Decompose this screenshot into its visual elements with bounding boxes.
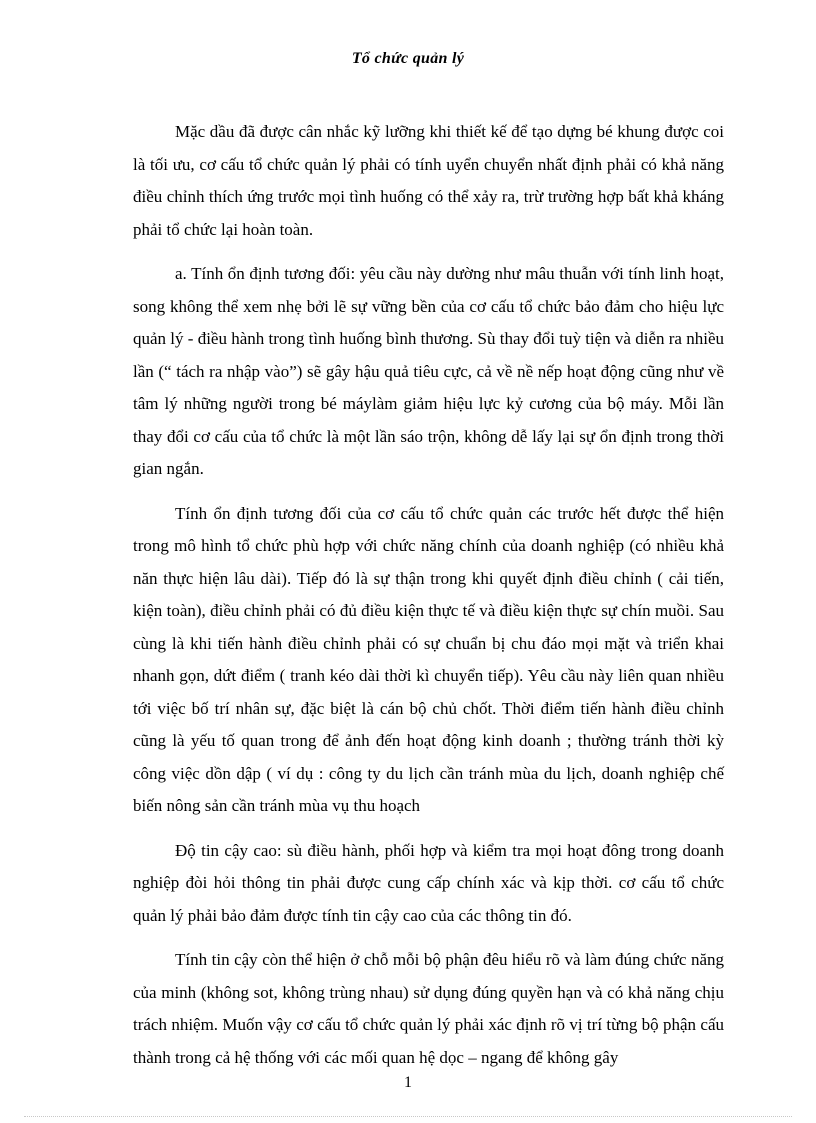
paragraph-reliability: Độ tin cậy cao: sù điều hành, phối hợp và kiểm tra mọi hoạt đông trong doanh nghiệp đòi hỏi thông tin phải được cung cấp chính xác và kịp thời. cơ cấu tổ chức quản lý phải bảo đảm được tính tin cậy cao của các thông tin đó.: [133, 840, 724, 925]
paragraph-relative-stability: a. Tính ổn định tương đối: yêu cầu này dường như mâu thuẫn với tính linh hoạt, song không thể xem nhẹ bởi lẽ sự vững bền của cơ cấu tổ chức bảo đảm cho hiệu lực quản lý - điều hành trong tình huống bình thương. Sù thay đổi tuỳ tiện và diễn ra nhiều lần (“ tách ra nhập vào”) sẽ gây hậu quả tiêu cực, cả về nề nếp hoạt động cũng như về tâm lý những người trong bé máylàm giảm hiệu lực kỷ cương của bộ máy. Mỗi lần thay đổi cơ cấu của tổ chức là một lần sáo trộn, không dễ lấy lại sự ổn định trong thời gian ngắn.: [133, 264, 724, 478]
paragraph-flexibility: Mặc dầu đã được cân nhắc kỹ lưỡng khi thiết kế để tạo dựng bé khung được coi là tối ưu, cơ cấu tổ chức quản lý phải có tính uyển chuyển nhất định phải có khả năng điều chỉnh thích ứng trước mọi tình huống có thể xảy ra, trừ trường hợp bất khả kháng phải tổ chức lại hoàn toàn.: [133, 122, 724, 239]
page-number: 1: [404, 1074, 412, 1091]
document-body: [133, 116, 724, 1086]
page-title: Tổ chức quản lý: [351, 50, 465, 67]
page-bottom-divider: [24, 1116, 792, 1117]
paragraph-stability-details: Tính ổn định tương đối của cơ cấu tổ chức quản các trước hết được thể hiện trong mô hình tổ chức phù hợp với chức năng chính của doanh nghiệp (có nhiều khả năn thực hiện lâu dài). Tiếp đó là sự thận trong khi quyết định điều chỉnh ( cải tiến, kiện toàn), điều chỉnh phải có đủ điều kiện thực tế và điều kiện thực sự chín muồi. Sau cùng là khi tiến hành điều chỉnh phải có sự chuẩn bị chu đáo mọi mặt và triển khai nhanh gọn, dứt điểm ( tranh kéo dài thời kì chuyển tiếp). Yêu cầu này liên quan nhiều tới việc bố trí nhân sự, đặc biệt là cán bộ chủ chốt. Thời điểm tiến hành điều chỉnh cũng là yếu tố quan trong để ảnh đến hoạt động kinh doanh ; thường tránh thời kỳ công việc dồn dập ( ví dụ : công ty du lịch cần tránh mùa du lịch, doanh nghiệp chế biến nông sản cần tránh mùa vụ thu hoạch: [133, 503, 724, 815]
paragraph-reliability-details: Tính tin cậy còn thể hiện ở chỗ mỗi bộ phận đêu hiểu rõ và làm đúng chức năng của minh (không sot, không trùng nhau) sử dụng đúng quyền hạn và có khả năng chịu trách nhiệm. Muốn vậy cơ cấu tổ chức quản lý phải xác định rõ vị trí từng bộ phận cấu thành trong cả hệ thống với các mối quan hệ dọc – ngang để không gây: [133, 950, 724, 1067]
